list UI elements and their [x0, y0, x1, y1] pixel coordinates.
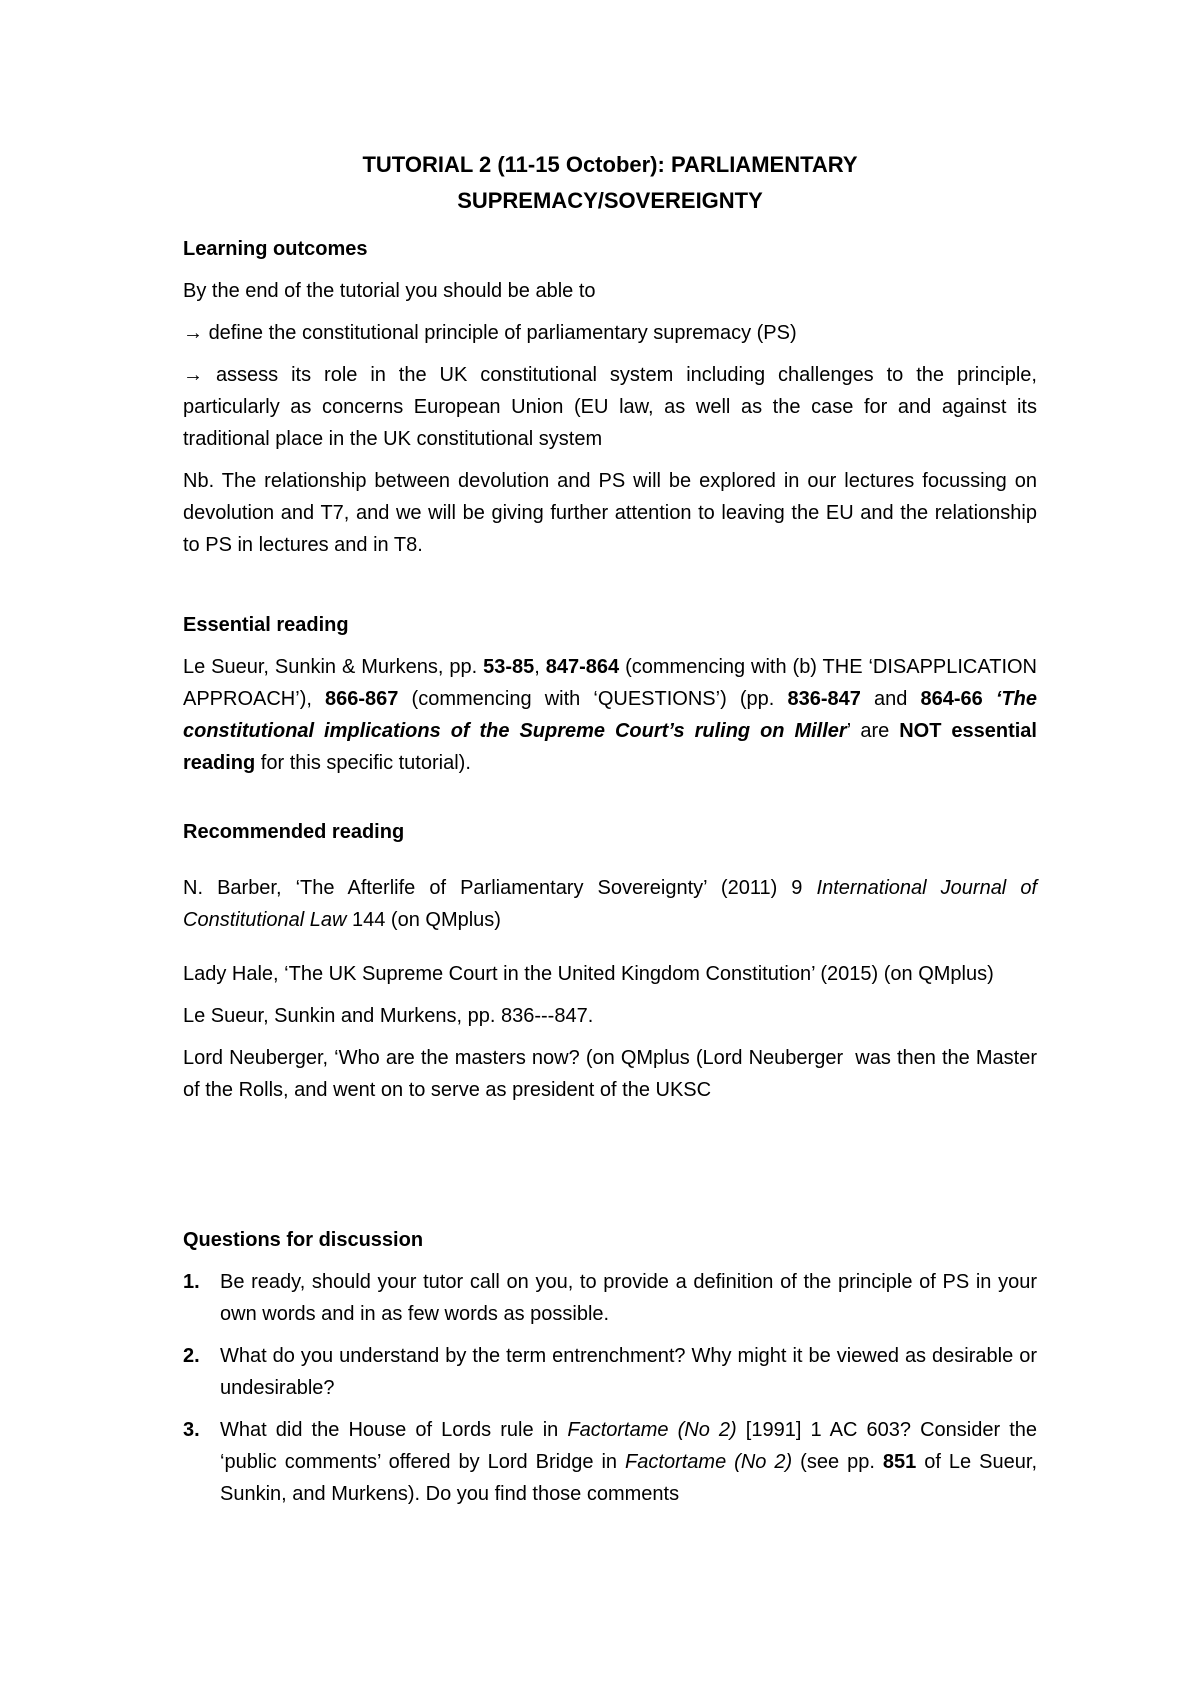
learning-outcomes-intro: By the end of the tutorial you should be able to — [183, 280, 596, 302]
page-title — [183, 147, 1037, 219]
title-line-1: TUTORIAL 2 (11-15 October): PARLIAMENTARY — [362, 152, 858, 177]
learning-outcomes-note: Nb. The relationship between devolution and PS will be explored in our lectures focussing on devolution and T7, and we will be giving further attention to leaving the EU and the relationship to PS in lectures and in T8. — [183, 470, 1037, 556]
arrow-icon: → — [183, 322, 203, 344]
learning-outcomes-heading: Learning outcomes — [183, 238, 368, 260]
learning-outcome-item-2 — [183, 359, 1037, 455]
recommended-item-3: Le Sueur, Sunkin and Murkens, pp. 836---847. — [183, 1005, 594, 1027]
questions-section — [183, 1224, 1037, 1520]
arrow-icon: → — [183, 364, 203, 386]
essential-reading-section — [183, 609, 1037, 779]
questions-list — [183, 1266, 1037, 1510]
learning-outcomes-section — [183, 233, 1037, 561]
learning-outcome-text-2: assess its role in the UK constitutional system including challenges to the principle, particularly as concerns European Union (EU law, as well as the case for and against its traditional place in the UK constitutional system — [183, 364, 1037, 450]
recommended-reading-section — [183, 816, 1043, 1106]
learning-outcome-text-1: define the constitutional principle of parliamentary supremacy (PS) — [208, 322, 797, 344]
question-3: 3. What did the House of Lords rule in Factortame (No 2) [1991] 1 AC 603? Consider the ‘public comments’ offered by Lord Bridge in Factortame (No 2) (see pp. 851 of Le Sueur, Sunkin, and Murkens). Do you find those comments — [183, 1419, 1038, 1505]
question-1: 1. Be ready, should your tutor call on you, to provide a definition of the principle of PS in your own words and in as few words as possible. — [183, 1271, 1037, 1325]
question-2: 2. What do you understand by the term entrenchment? Why might it be viewed as desirable or undesirable? — [183, 1345, 1037, 1399]
recommended-item-1: N. Barber, ‘The Afterlife of Parliamentary Sovereignty’ (2011) 9 International Journal of Constitutional Law 144 (on QMplus) — [183, 877, 1037, 931]
essential-reading-text: Le Sueur, Sunkin & Murkens, pp. 53-85, 847-864 (commencing with (b) THE ‘DISAPPLICATION APPROACH’), 866-867 (commencing with ‘QUESTIONS’) (pp. 836-847 and 864-66 ‘The constitutional implications of the Supreme Court’s ruling on Miller’ are NOT essential reading for this specific tutorial). — [183, 656, 1038, 774]
essential-reading-heading: Essential reading — [183, 614, 349, 636]
recommended-reading-heading: Recommended reading — [183, 821, 405, 843]
recommended-item-4: Lord Neuberger, ‘Who are the masters now? (on QMplus (Lord Neuberger was then the Master of the Rolls, and went on to serve as president of the UKSC — [183, 1047, 1043, 1101]
title-line-2: SUPREMACY/SOVEREIGNTY — [457, 188, 763, 213]
learning-outcome-item-1 — [183, 317, 1037, 349]
questions-heading: Questions for discussion — [183, 1229, 424, 1251]
recommended-item-2: Lady Hale, ‘The UK Supreme Court in the United Kingdom Constitution’ (2015) (on QMplus) — [183, 963, 994, 985]
